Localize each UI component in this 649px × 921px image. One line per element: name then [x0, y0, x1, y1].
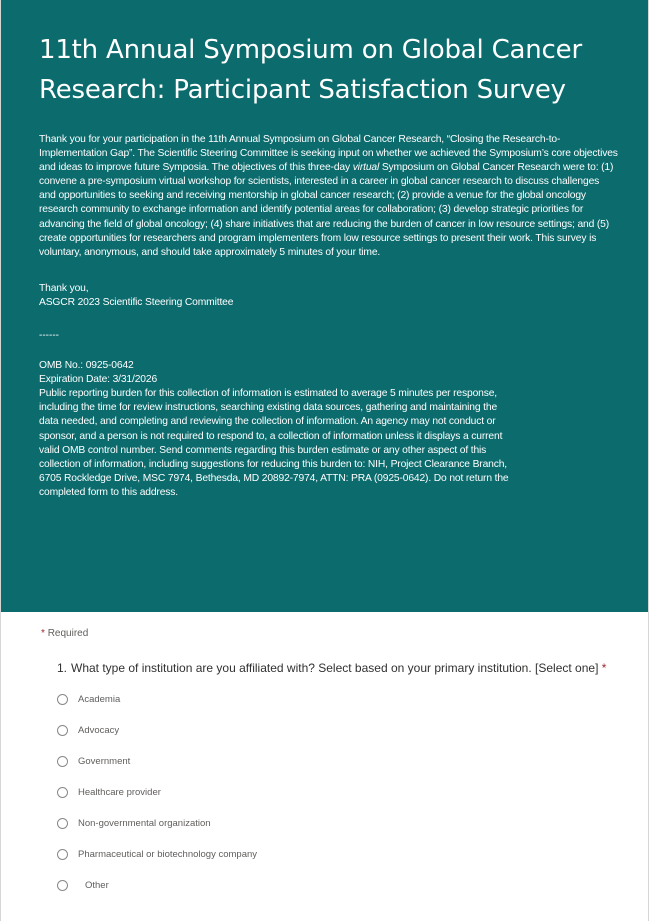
option-advocacy[interactable]	[57, 715, 618, 746]
radio-button[interactable]	[57, 880, 68, 891]
option-label: Government	[78, 756, 131, 767]
option-other[interactable]	[57, 870, 618, 901]
option-pharmaceutical-or-biotechnology-company[interactable]	[57, 839, 618, 870]
option-label: Other	[85, 880, 109, 891]
option-label: Healthcare provider	[78, 787, 161, 798]
question-1-options	[57, 684, 618, 901]
question-1	[41, 661, 618, 901]
question-1-title	[41, 661, 618, 676]
signoff-committee: ASGCR 2023 Scientific Steering Committee	[39, 296, 234, 308]
intro-text-part1: Thank you for your participation in the 11th Annual Symposium on Global Cancer Research, “Closing the Research-to-Implementation Gap”. The Scientific Steering Committee is seeking input on whether we achieved the Symposium’s core objectives and ideas to improve future Symposia. The objectives of this three-day	[39, 134, 618, 174]
signoff-thanks: Thank you,	[39, 282, 89, 294]
required-note	[41, 628, 618, 639]
option-label: Advocacy	[78, 725, 120, 736]
option-label: Academia	[78, 694, 121, 705]
form-title: 11th Annual Symposium on Global Cancer Research: Participant Satisfaction Survey	[39, 35, 582, 105]
form-body	[1, 612, 648, 901]
signoff	[39, 282, 618, 310]
required-label: Required	[47, 628, 89, 639]
intro-text-part2: Symposium on Global Cancer Research were to: (1) convene a pre-symposium virtual workshop for scientists, interested in a career in global cancer research to discuss challenges and opportunities to seeking and receiving mentorship in global cancer research; (2) provide a venue for the global oncology research community to exchange information and identify potential areas for collaboration; (3) develop strategic priorities for advancing the field of global oncology; (4) share initiatives that are reducing the burden of cancer in low resource settings; and (5) create opportunities for researchers and program implementers from low resource settings to present their work. This survey is voluntary, anonymous, and should take approximately 5 minutes of your time.	[39, 162, 614, 258]
radio-button[interactable]	[57, 725, 68, 736]
text-divider: ------	[39, 330, 59, 342]
form-header	[1, 0, 648, 612]
omb-statement	[39, 359, 618, 500]
option-government[interactable]	[57, 746, 618, 777]
omb-expiration: Expiration Date: 3/31/2026	[39, 374, 158, 386]
question-1-required-marker: *	[601, 661, 607, 675]
form-intro	[39, 133, 618, 260]
option-academia[interactable]	[57, 684, 618, 715]
required-asterisk: *	[41, 628, 45, 639]
radio-button[interactable]	[57, 787, 68, 798]
option-label: Non-governmental organization	[78, 818, 211, 829]
question-1-number: 1.	[57, 661, 68, 675]
omb-burden-statement: Public reporting burden for this collection of information is estimated to average 5 minutes per response, including the time for review instructions, searching existing data sources, gathering and maintaining the data needed, and completing and reviewing the collection of information. An agency may not conduct or sponsor, and a person is not required to respond to, a collection of information unless it displays a current valid OMB control number. Send comments regarding this burden estimate or any other aspect of this collection of information, including suggestions for reducing this burden to: NIH, Project Clearance Branch, 6705 Rockledge Drive, MSC 7974, Bethesda, MD 20892-7974, ATTN: PRA (0925-0642). Do not return the completed form to this address.	[39, 388, 509, 498]
radio-button[interactable]	[57, 818, 68, 829]
option-label: Pharmaceutical or biotechnology company	[78, 849, 258, 860]
option-healthcare-provider[interactable]	[57, 777, 618, 808]
question-1-text-wrap	[71, 661, 606, 676]
radio-button[interactable]	[57, 849, 68, 860]
option-non-governmental-organization[interactable]	[57, 808, 618, 839]
omb-number: OMB No.: 0925-0642	[39, 360, 134, 372]
question-1-text: What type of institution are you affiliated with? Select based on your primary institution. [Select one]	[71, 661, 599, 675]
intro-text-italic: virtual	[352, 162, 380, 174]
radio-button[interactable]	[57, 756, 68, 767]
radio-button[interactable]	[57, 694, 68, 705]
